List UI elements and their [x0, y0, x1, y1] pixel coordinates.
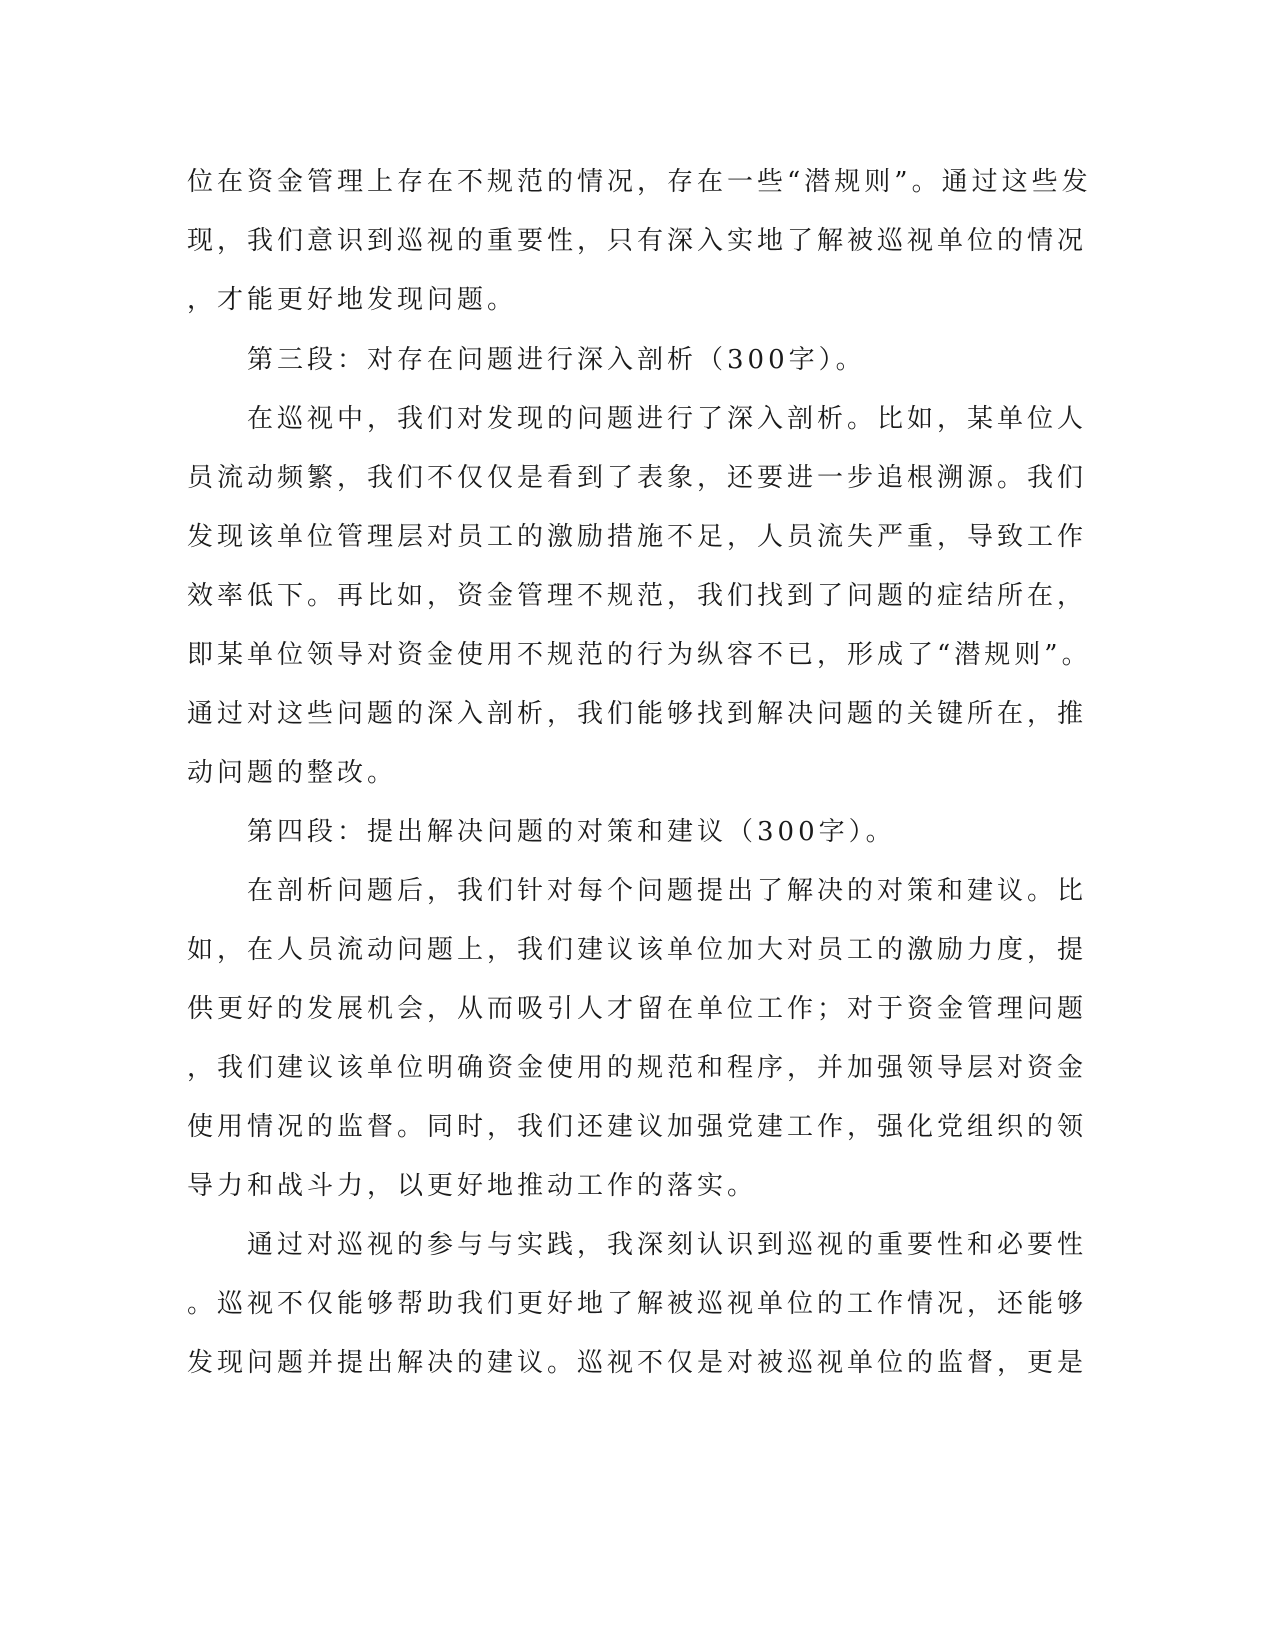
text-line: 动问题的整改。: [187, 758, 398, 788]
text-line: 通过对这些问题的深入剖析，我们能够找到解决问题的关键所在，推: [187, 699, 1088, 729]
text-line: ，我们建议该单位明确资金使用的规范和程序，并加强领导层对资金: [187, 1053, 1088, 1083]
text-line: 位在资金管理上存在不规范的情况，存在一些“潜规则”。通过这些发: [187, 167, 1092, 197]
text-line: 即某单位领导对资金使用不规范的行为纵容不已，形成了“潜规则”。: [187, 640, 1092, 670]
text-line: 使用情况的监督。同时，我们还建议加强党建工作，强化党组织的领: [187, 1112, 1088, 1142]
text-line: 员流动频繁，我们不仅仅是看到了表象，还要进一步追根溯源。我们: [187, 463, 1088, 493]
text-line: ，才能更好地发现问题。: [187, 285, 518, 315]
text-line: 现，我们意识到巡视的重要性，只有深入实地了解被巡视单位的情况: [187, 226, 1088, 256]
text-line: 发现该单位管理层对员工的激励措施不足，人员流失严重，导致工作: [187, 522, 1088, 552]
text-line: 在巡视中，我们对发现的问题进行了深入剖析。比如，某单位人: [187, 404, 1088, 434]
text-line: 发现问题并提出解决的建议。巡视不仅是对被巡视单位的监督，更是: [187, 1348, 1088, 1378]
section-heading-4: 第四段：提出解决问题的对策和建议（300字）。: [187, 817, 896, 847]
section-heading-3: 第三段：对存在问题进行深入剖析（300字）。: [187, 345, 866, 375]
text-line: 如，在人员流动问题上，我们建议该单位加大对员工的激励力度，提: [187, 935, 1088, 965]
text-line: 效率低下。再比如，资金管理不规范，我们找到了问题的症结所在，: [187, 581, 1088, 611]
text-line: 在剖析问题后，我们针对每个问题提出了解决的对策和建议。比: [187, 876, 1088, 906]
text-line: 导力和战斗力，以更好地推动工作的落实。: [187, 1171, 758, 1201]
text-line: 。巡视不仅能够帮助我们更好地了解被巡视单位的工作情况，还能够: [187, 1289, 1088, 1319]
text-line: 通过对巡视的参与与实践，我深刻认识到巡视的重要性和必要性: [187, 1230, 1088, 1260]
text-line: 供更好的发展机会，从而吸引人才留在单位工作；对于资金管理问题: [187, 994, 1088, 1024]
